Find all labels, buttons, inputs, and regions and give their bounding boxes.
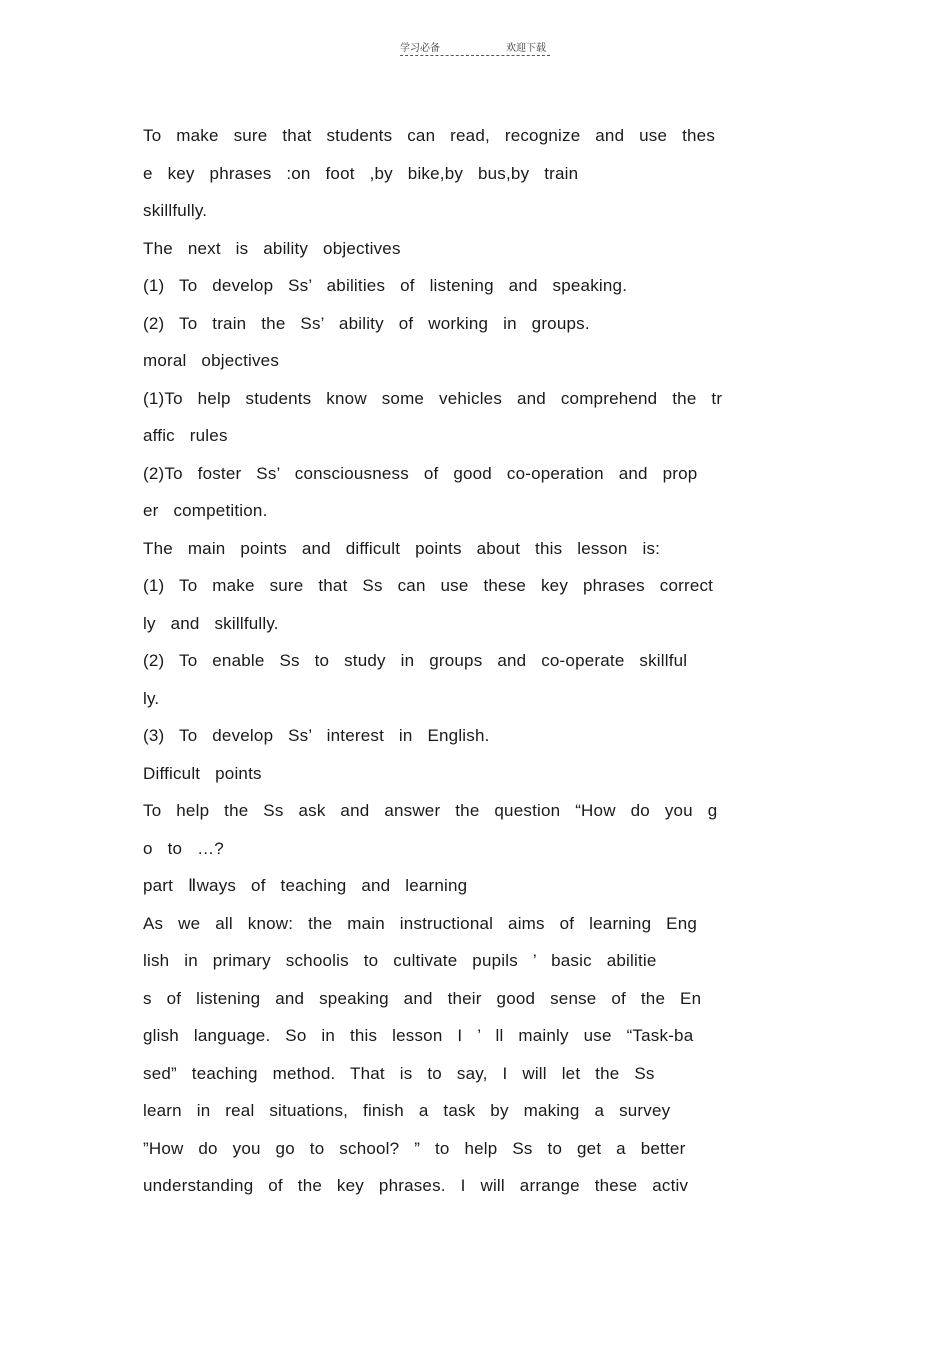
text-line: (2) To enable Ss to study in groups and co-operate skillful: [143, 651, 688, 670]
text-line: moral objectives: [143, 351, 280, 370]
text-line: (3) To develop Ss’ interest in English.: [143, 726, 490, 745]
text-line: Difficult points: [143, 763, 262, 783]
page-header: [400, 39, 550, 57]
text-line: affic rules: [143, 426, 228, 445]
text-line: (2)To foster Ss’ consciousness of good co-operation and prop: [143, 463, 698, 483]
text-line: part Ⅱways of teaching and learning: [143, 876, 468, 895]
text-line: (1) To make sure that Ss can use these key phrases correct: [143, 576, 714, 595]
header-divider: [400, 55, 550, 56]
text-line: understanding of the key phrases. I will arrange these activ: [143, 1176, 689, 1195]
text-line: (2) To train the Ss’ ability of working in groups.: [143, 313, 590, 333]
text-line: learn in real situations, finish a task by making a survey: [143, 1101, 671, 1120]
text-line: er competition.: [143, 501, 268, 520]
text-line: sed” teaching method. That is to say, I will let the Ss: [143, 1063, 655, 1083]
text-line: The next is ability objectives: [143, 238, 401, 258]
text-line: ly and skillfully.: [143, 613, 279, 633]
text-line: As we all know: the main instructional aims of learning Eng: [143, 913, 698, 933]
text-line: To help the Ss ask and answer the question “How do you g: [143, 801, 718, 820]
text-line: s of listening and speaking and their good sense of the En: [143, 988, 702, 1008]
text-line: o to …?: [143, 838, 224, 858]
text-line: ”How do you go to school? ” to help Ss to get a better: [143, 1138, 686, 1158]
text-line: glish language. So in this lesson I ’ ll mainly use “Task-ba: [143, 1026, 694, 1045]
header-right-text: 欢迎下载: [506, 43, 546, 54]
text-line: The main points and difficult points about this lesson is:: [143, 538, 661, 558]
document-body: [143, 121, 823, 1209]
text-line: e key phrases :on foot ,by bike,by bus,by train: [143, 163, 579, 183]
text-line: To make sure that students can read, recognize and use thes: [143, 126, 716, 145]
header-left-text: 学习必备: [400, 43, 440, 54]
text-line: ly.: [143, 688, 160, 708]
text-line: (1) To develop Ss’ abilities of listening and speaking.: [143, 276, 628, 295]
text-line: lish in primary schoolis to cultivate pupils ’ basic abilitie: [143, 951, 657, 970]
text-line: (1)To help students know some vehicles and comprehend the tr: [143, 388, 723, 408]
text-line: skillfully.: [143, 201, 208, 220]
